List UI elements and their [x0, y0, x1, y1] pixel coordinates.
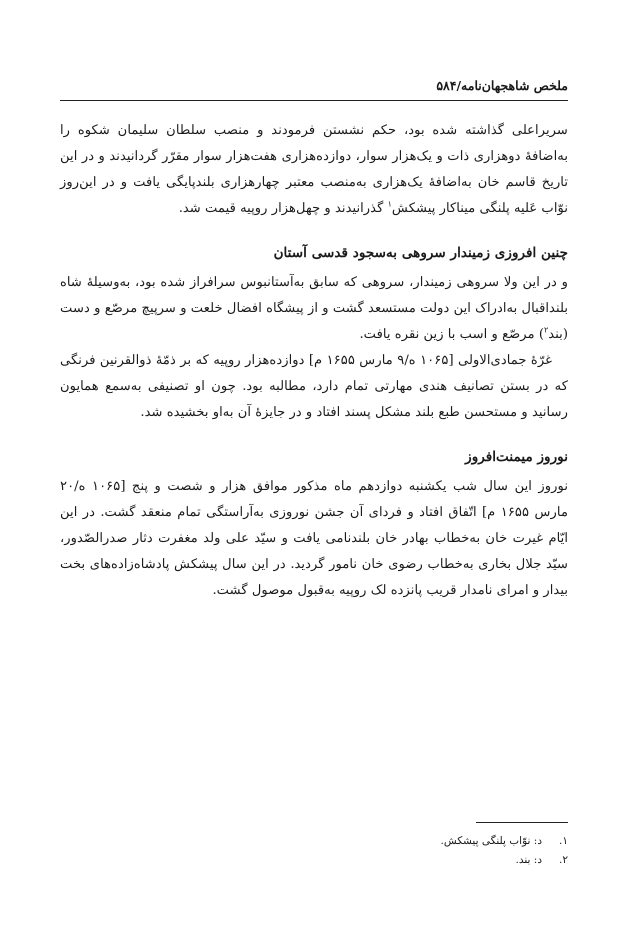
sirohi-text-part2: ) مرصّع و اسب با زین نقره یافت. [359, 327, 544, 342]
header-rule [60, 100, 568, 101]
intro-text-part2: گذرانیدند و چهل‌هزار روپیه قیمت شد. [178, 201, 388, 216]
sirohi-paragraph [60, 270, 568, 348]
section-heading-nowruz: نوروز میمنت‌افروز [465, 449, 568, 465]
footnote-text: د: نوّاب پلنگی پیشکش. [440, 835, 542, 847]
intro-paragraph [60, 118, 568, 222]
nowruz-paragraph: نوروز این سال شب یکشنبه دوازدهم ماه مذکور موافق هزار و شصت و پنج [۱۰۶۵ ه/۲۰ مارس ۱۶۵۵ م] اتّفاق افتاد و فردای آن جشن نوروزی به‌آراستگی تمام منعقد گشت. در این ایّام غیرت خان به‌خطاب بهادر خان بلندنامی یافت و سیّد علی ولد مغفرت دثار صدرالصّدور، سیّد جلال بخاری به‌خطاب رضوی خان نامور گردید. در این سال پیشکش پادشاه‌زاده‌های بخت بیدار و امرای نامدار قریب پانزده لک روپیه به‌قبول موصول گشت. [60, 479, 569, 598]
body-text [60, 118, 568, 604]
section-heading-sirohi: چنین افروزی زمیندار سروهی به‌سجود قدسی آستان [273, 245, 568, 261]
footnote-1 [60, 832, 568, 851]
jumada-paragraph: غرّهٔ جمادی‌الاولی [۱۰۶۵ ه/۹ مارس ۱۶۵۵ م] دوازده‌هزار روپیه که بر ذمّهٔ ذوالقرنین فرنگی که در بستن تصانیف هندی مهارتی تمام دارد، مطالبه بود. چون او تصنیفی به‌سمع همایون رسانید و مستحسن طبع بلند مشکل پسند افتاد و در جایزهٔ آن به‌او بخشیده شد. [60, 353, 568, 420]
footnote-text: د: بند. [515, 854, 542, 866]
footnote-2 [60, 851, 568, 870]
sirohi-text-part1: و در این ولا سروهی زمیندار، سروهی که سابق به‌آستانبوس سرافراز شده بود، به‌وسیلهٔ شاه بلنداقبال به‌ادراک این دولت مستسعد گشت و از پیشگاه افضال خلعت و سرپیچ مرصّع و دست (بند [60, 275, 568, 342]
footnote-number: ۱. [559, 835, 568, 847]
footnotes [60, 832, 568, 870]
document-page [60, 0, 568, 946]
footnote-ref-2[interactable]: ۲ [543, 325, 549, 335]
footnote-rule [476, 822, 568, 823]
footnote-ref-1[interactable]: ۱ [387, 199, 392, 209]
intro-text-part1: سریراعلی گذاشته شده بود، حکم نشستن فرمودند و منصب سلطان سلیمان شکوه را به‌اضافهٔ دوهزاری ذات و یک‌هزار سوار، دوازده‌هزاری هفت‌هزار سوار مقرّر گردانیدند و در این تاریخ قاسم خان به‌اضافهٔ یک‌هزاری به‌منصب معتبر چهارهزاری بلندپایگی یافت و در این‌روز نوّاب عَلیه پلنگی میناکار پیشکش [60, 123, 568, 216]
footnote-number: ۲. [559, 854, 568, 866]
running-header: ملخص شاهجهان‌نامه/۵۸۴ [436, 78, 568, 93]
